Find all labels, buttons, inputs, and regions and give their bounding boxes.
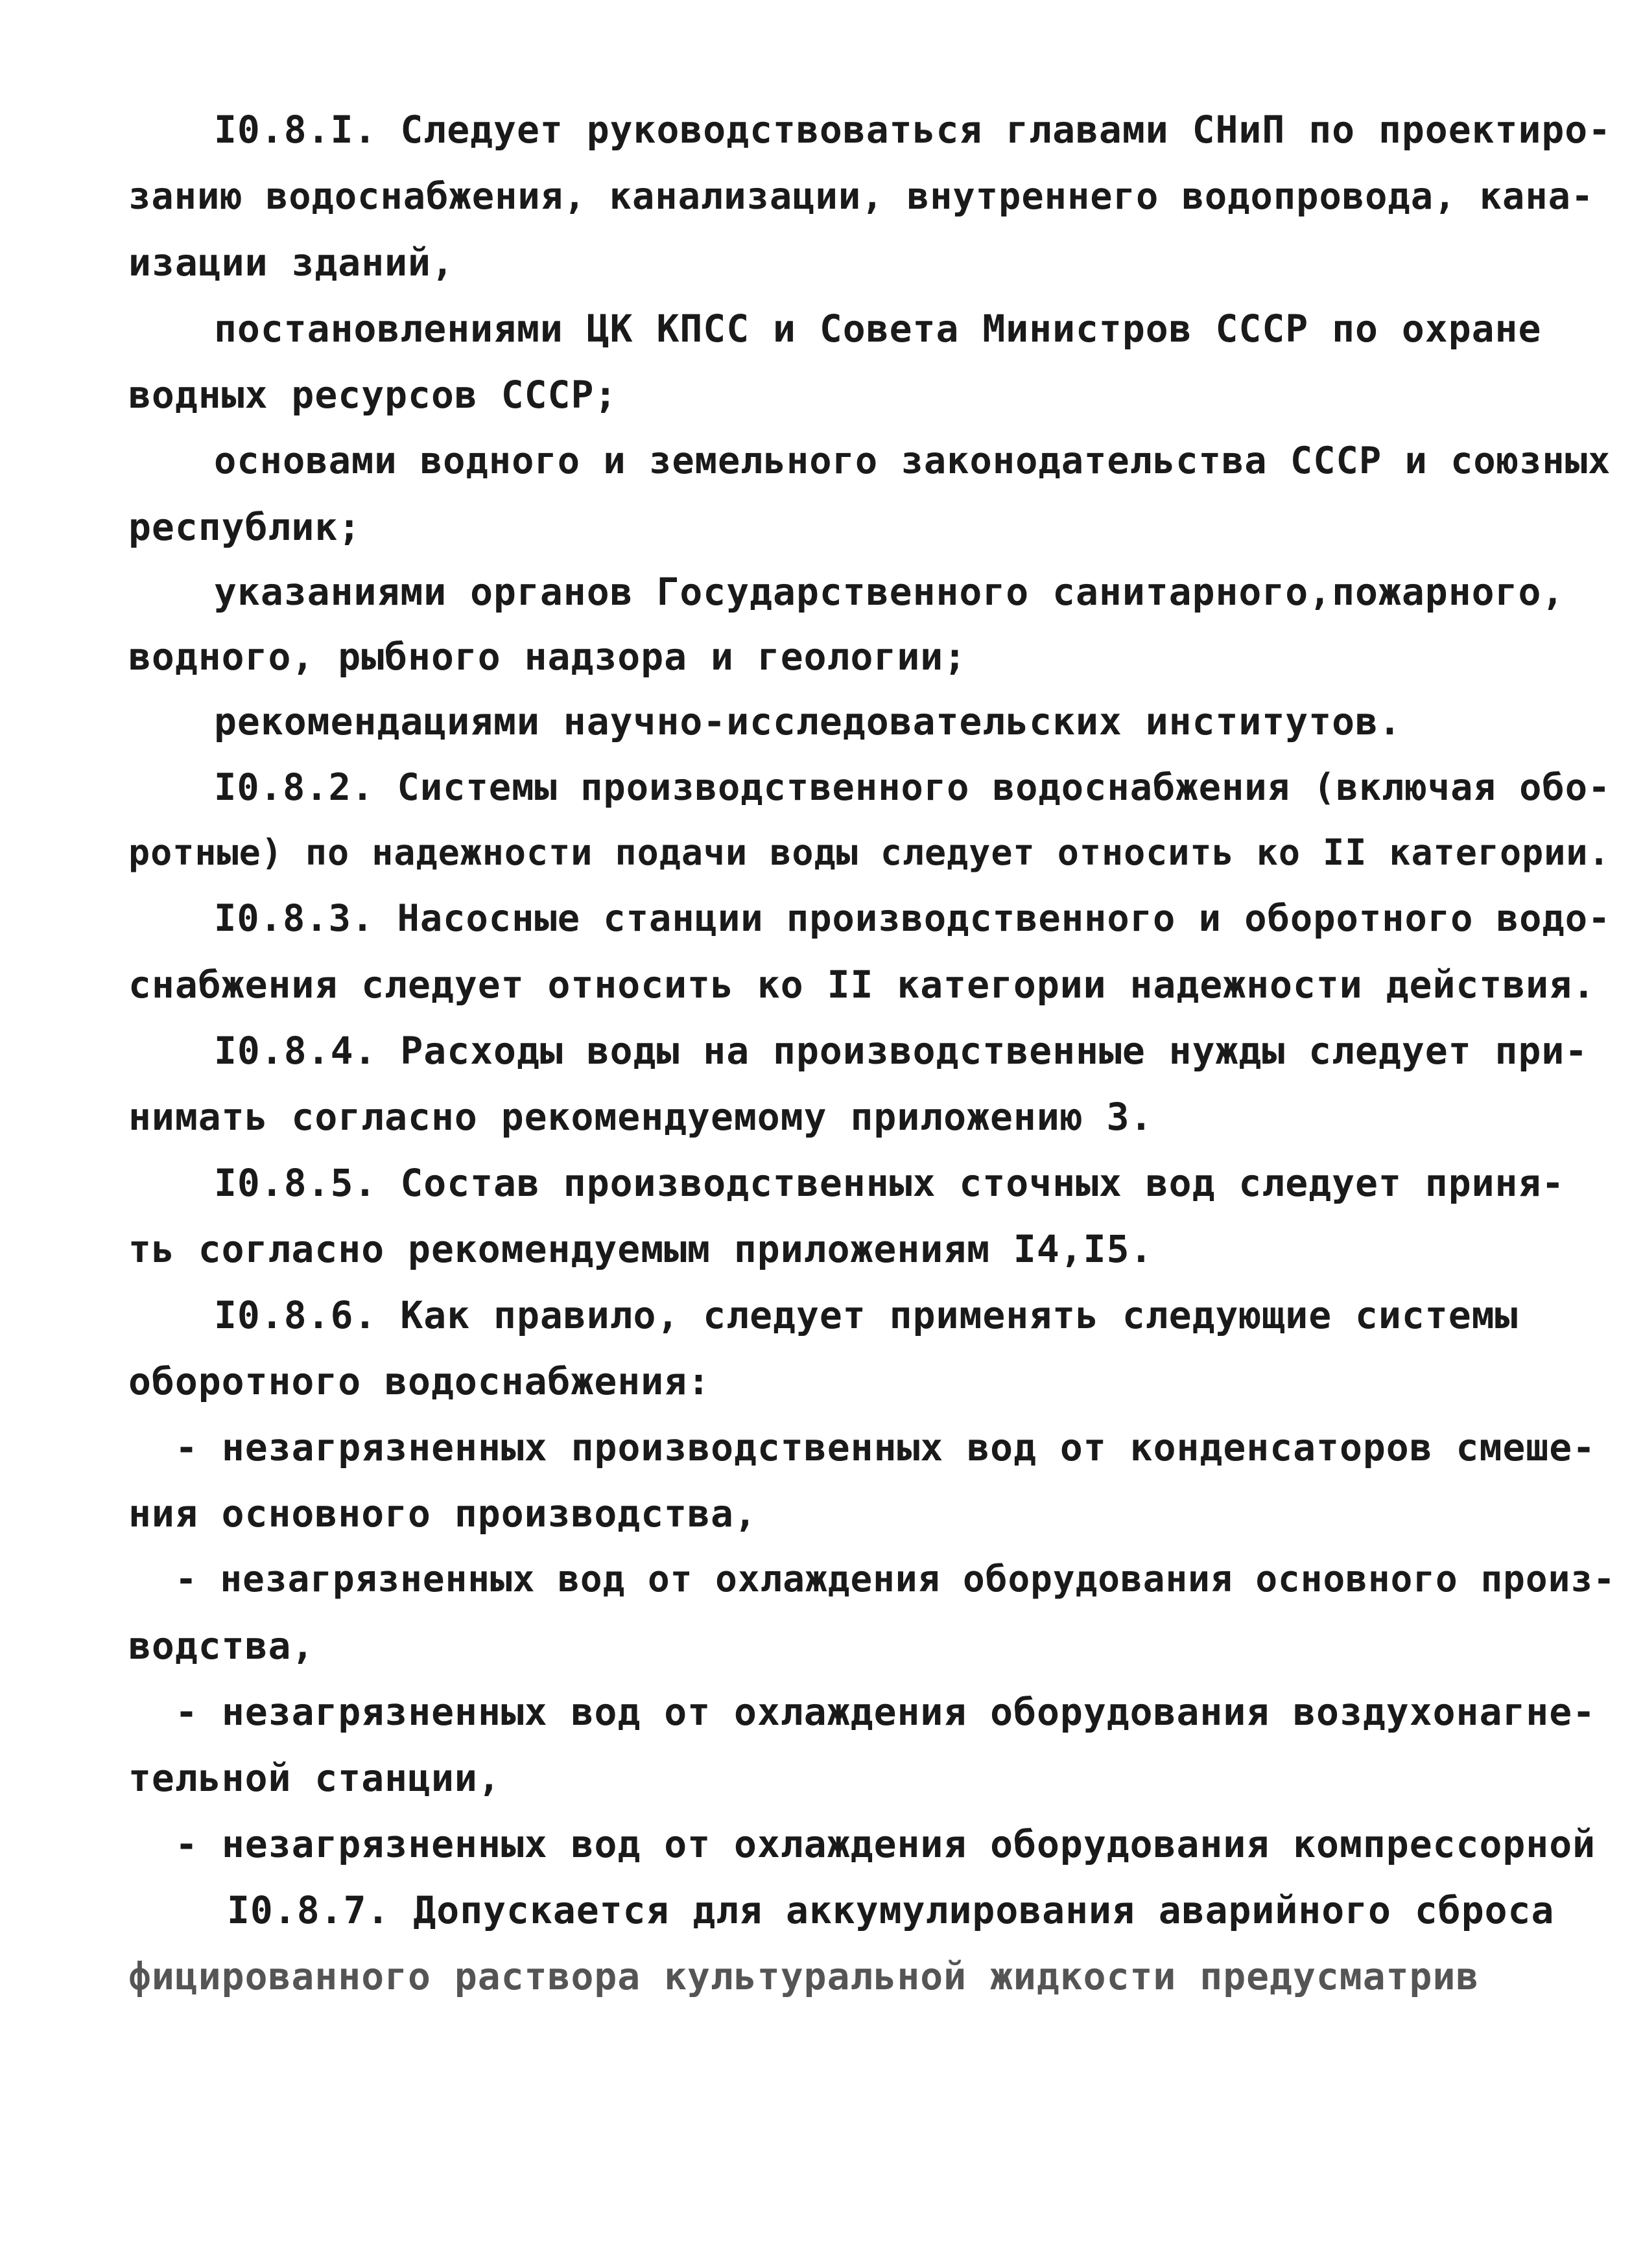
text-line: снабжения следует относить ко II категории надежности действия. [128,963,1596,1007]
text-line: оборотного водоснабжения: [128,1359,711,1403]
text-line: - незагрязненных вод от охлаждения оборудования компрессорной [175,1822,1596,1866]
text-line: I0.8.6. Как правило, следует применять следующие системы [214,1293,1519,1337]
text-line: водных ресурсов СССР; [128,373,618,417]
text-line: основами водного и земельного законодательства СССР и союзных [214,439,1611,482]
text-line: I0.8.3. Насосные станции производственного и оборотного водо- [214,897,1611,940]
text-line: нимать согласно рекомендуемому приложению 3. [128,1095,1153,1139]
text-line: I0.8.4. Расходы воды на производственные нужды следует при- [214,1029,1589,1073]
text-line: ротные) по надежности подачи воды следует относить ко II категории. [128,832,1611,873]
text-line: водства, [128,1624,315,1668]
text-line: изации зданий, [128,240,455,285]
text-line: рекомендациями научно-исследовательских институтов. [214,699,1402,743]
text-line: республик; [128,505,362,549]
text-line: - незагрязненных производственных вод от конденсаторов смеше- [175,1425,1596,1469]
text-line: ть согласно рекомендуемым приложениям I4,I5. [128,1227,1153,1271]
text-line: I0.8.2. Системы производственного водоснабжения (включая обо- [214,766,1611,809]
text-line: водного, рыбного надзора и геологии; [128,635,967,679]
text-line: указаниями органов Государственного санитарного,пожарного, [214,570,1565,614]
text-line: тельной станции, [128,1756,501,1800]
text-line: - незагрязненных вод от охлаждения оборудования основного произ- [175,1558,1616,1600]
text-line: I0.8.7. Допускается для аккумулирования аварийного сброса [227,1888,1555,1932]
text-line: I0.8.5. Состав производственных сточных вод следует приня- [214,1161,1565,1205]
text-line: занию водоснабжения, канализации, внутреннего водопровода, кана- [128,175,1594,218]
text-line: I0.8.I. Следует руководствоваться главами СНиП по проектиро- [214,108,1612,152]
text-line: ния основного производства, [128,1491,757,1536]
text-line: фицированного раствора культуральной жидкости предусматрив [128,1954,1480,1998]
text-line: постановлениями ЦК КПСС и Совета Министров СССР по охране [214,307,1542,351]
text-line: - незагрязненных вод от охлаждения оборудования воздухонагне- [175,1690,1596,1734]
